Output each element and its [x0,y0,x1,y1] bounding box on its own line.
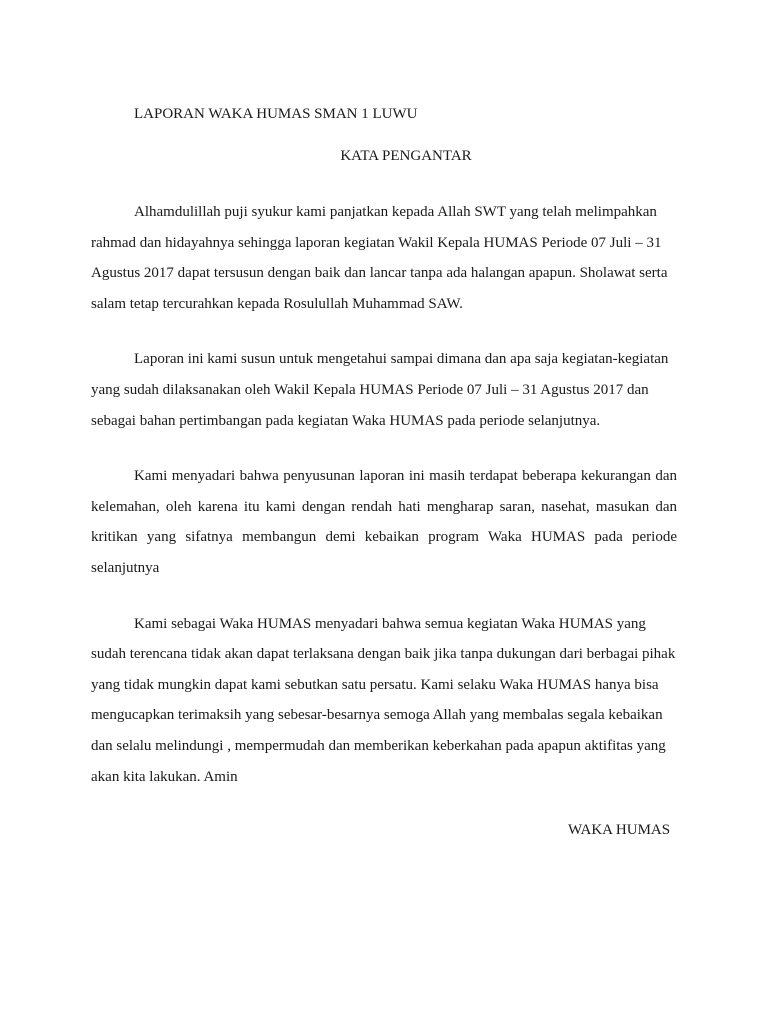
signature: WAKA HUMAS [568,822,671,838]
body-text [91,197,677,792]
document-title: LAPORAN WAKA HUMAS SMAN 1 LUWU [134,106,418,122]
paragraph-1: Alhamdulillah puji syukur kami panjatkan kepada Allah SWT yang telah melimpahkan rahmad dan hidayahnya sehingga laporan kegiatan Wakil Kepala HUMAS Periode 07 Juli – 31 Agustus 2017 dapat tersusun dengan baik dan lancar tanpa ada halangan apapun. Sholawat serta salam tetap tercurahkan kepada Rosulullah Muhammad SAW. [91,204,668,312]
paragraph-2: Laporan ini kami susun untuk mengetahui sampai dimana dan apa saja kegiatan-kegiatan yang sudah dilaksanakan oleh Wakil Kepala HUMAS Periode 07 Juli – 31 Agustus 2017 dan sebagai bahan pertimbangan pada kegiatan Waka HUMAS pada periode selanjutnya. [91,351,669,429]
section-heading: KATA PENGANTAR [340,148,472,164]
paragraph-3: Kami menyadari bahwa penyusunan laporan ini masih terdapat beberapa kekurangan dan kelemahan, oleh karena itu kami dengan rendah hati mengharap saran, nasehat, masukan dan kritikan yang sifatnya membangun demi kebaikan program Waka HUMAS pada periode selanjutnya [91,468,677,576]
paragraph-4: Kami sebagai Waka HUMAS menyadari bahwa semua kegiatan Waka HUMAS yang sudah terencana tidak akan dapat terlaksana dengan baik jika tanpa dukungan dari berbagai pihak yang tidak mungkin dapat kami sebutkan satu persatu. Kami selaku Waka HUMAS hanya bisa mengucapkan terimaksih yang sebesar-besarnya semoga Allah yang membalas segala kebaikan dan selalu melindungi , mempermudah dan memberikan keberkahan pada apapun aktifitas yang akan kita lakukan. Amin [91,615,676,785]
